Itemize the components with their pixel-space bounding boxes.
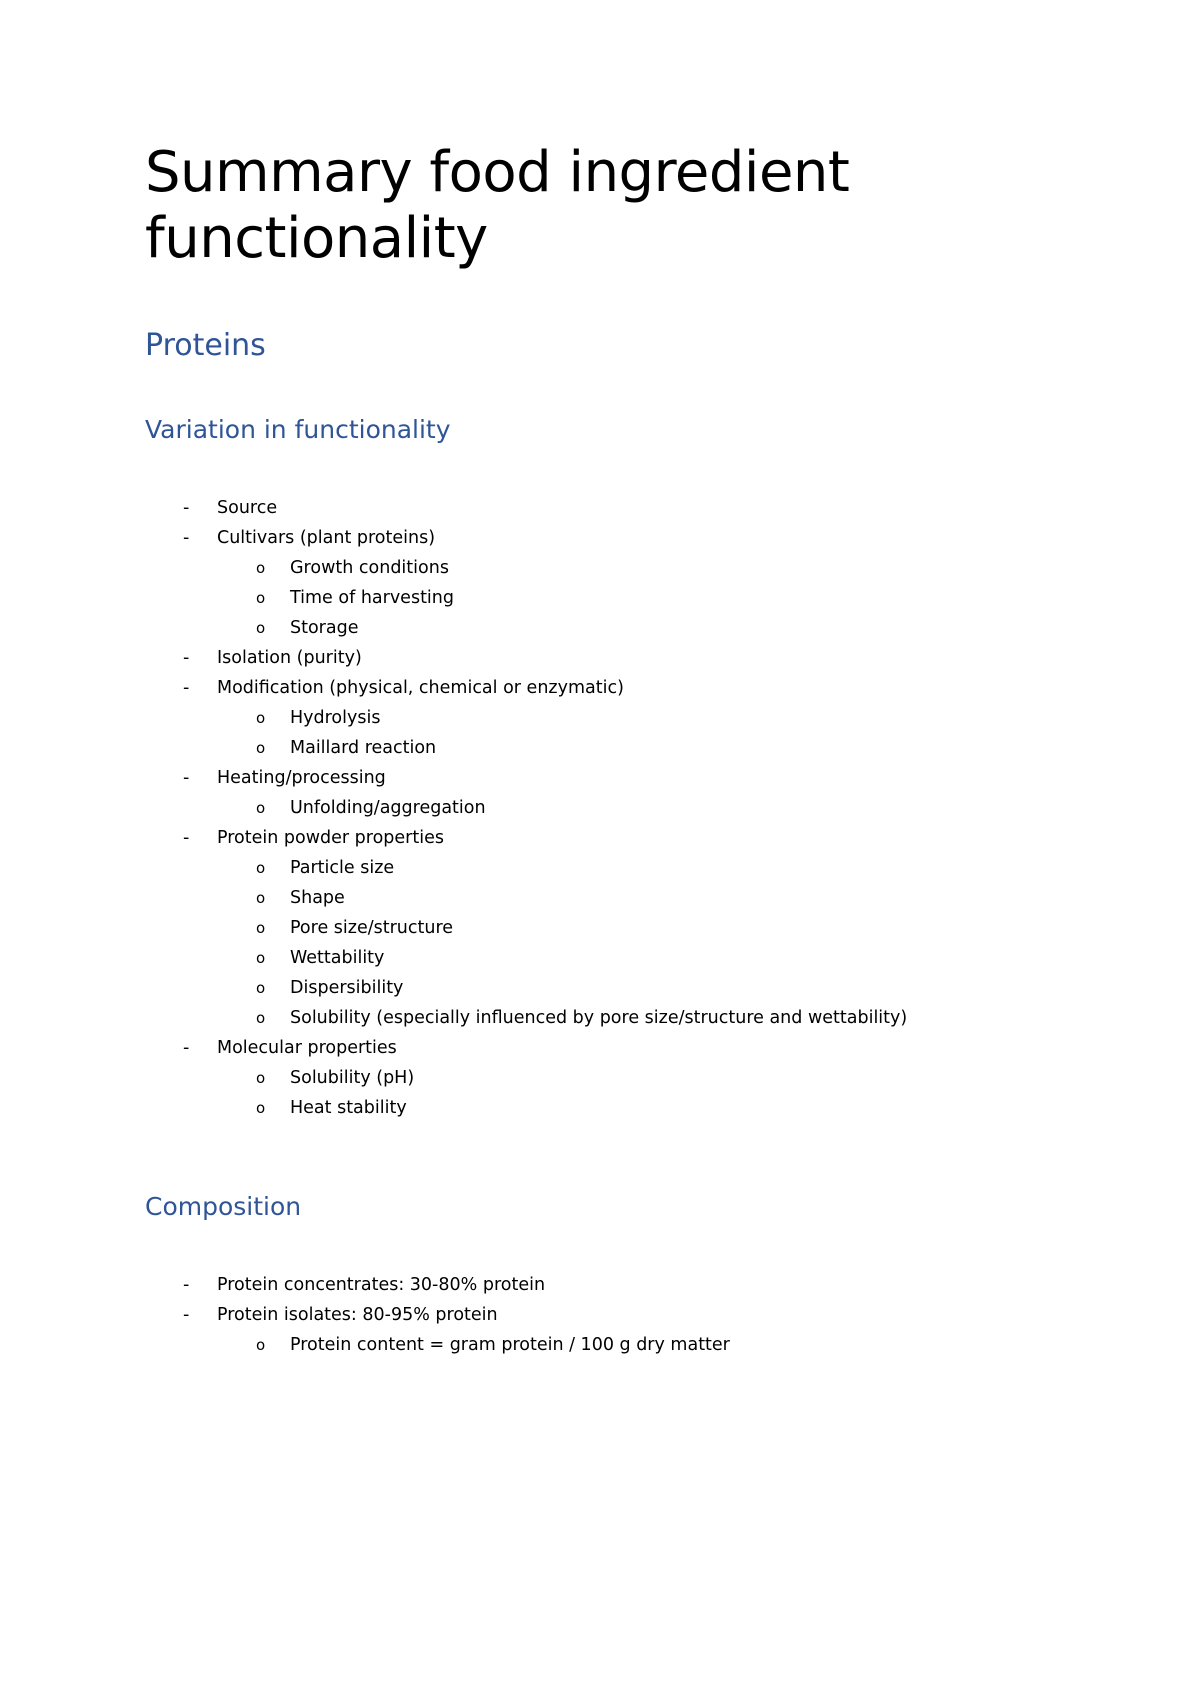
circle-bullet: o bbox=[256, 889, 266, 907]
circle-bullet: o bbox=[256, 949, 266, 967]
list-item-text: Protein isolates: 80-95% protein bbox=[217, 1305, 498, 1325]
list-item-text: Maillard reaction bbox=[290, 738, 437, 758]
circle-bullet: o bbox=[256, 1336, 266, 1354]
list-item-text: Unfolding/aggregation bbox=[290, 798, 486, 818]
list-item-text: Growth conditions bbox=[290, 558, 449, 578]
list-item-text: Protein powder properties bbox=[217, 828, 444, 848]
dash-bullet: - bbox=[183, 768, 190, 788]
list-item-text: Storage bbox=[290, 618, 359, 638]
section-heading-variation: Variation in functionality bbox=[145, 415, 451, 444]
dash-bullet: - bbox=[183, 1275, 190, 1295]
list-item-text: Shape bbox=[290, 888, 345, 908]
list-item-text: Time of harvesting bbox=[290, 588, 454, 608]
list-item-text: Particle size bbox=[290, 858, 395, 878]
list-item-text: Isolation (purity) bbox=[217, 648, 362, 668]
circle-bullet: o bbox=[256, 859, 266, 877]
list-item-text: Modification (physical, chemical or enzymatic) bbox=[217, 678, 624, 698]
list-item-text: Heating/processing bbox=[217, 768, 386, 788]
list-item-text: Heat stability bbox=[290, 1098, 407, 1118]
dash-bullet: - bbox=[183, 828, 190, 848]
dash-bullet: - bbox=[183, 528, 190, 548]
document-title: Summary food ingredient functionality bbox=[145, 140, 850, 271]
circle-bullet: o bbox=[256, 589, 266, 607]
dash-bullet: - bbox=[183, 678, 190, 698]
circle-bullet: o bbox=[256, 709, 266, 727]
list-item-text: Cultivars (plant proteins) bbox=[217, 528, 436, 548]
list-item-text: Solubility (pH) bbox=[290, 1068, 415, 1088]
circle-bullet: o bbox=[256, 559, 266, 577]
list-item-text: Dispersibility bbox=[290, 978, 404, 998]
list-item-text: Hydrolysis bbox=[290, 708, 381, 728]
circle-bullet: o bbox=[256, 1099, 266, 1117]
list-item-text: Source bbox=[217, 498, 278, 518]
section-heading-composition: Composition bbox=[145, 1192, 302, 1221]
circle-bullet: o bbox=[256, 1009, 266, 1027]
list-item-text: Molecular properties bbox=[217, 1038, 397, 1058]
circle-bullet: o bbox=[256, 799, 266, 817]
dash-bullet: - bbox=[183, 1038, 190, 1058]
list-item-text: Pore size/structure bbox=[290, 918, 454, 938]
circle-bullet: o bbox=[256, 979, 266, 997]
circle-bullet: o bbox=[256, 619, 266, 637]
circle-bullet: o bbox=[256, 739, 266, 757]
section-heading-proteins: Proteins bbox=[145, 328, 266, 363]
list-item-text: Protein concentrates: 30-80% protein bbox=[217, 1275, 546, 1295]
dash-bullet: - bbox=[183, 648, 190, 668]
list-item-text: Wettability bbox=[290, 948, 385, 968]
dash-bullet: - bbox=[183, 1305, 190, 1325]
list-item-text: Protein content = gram protein / 100 g dry matter bbox=[290, 1335, 730, 1355]
dash-bullet: - bbox=[183, 498, 190, 518]
circle-bullet: o bbox=[256, 919, 266, 937]
circle-bullet: o bbox=[256, 1069, 266, 1087]
list-item-text: Solubility (especially influenced by pore size/structure and wettability) bbox=[290, 1008, 908, 1028]
